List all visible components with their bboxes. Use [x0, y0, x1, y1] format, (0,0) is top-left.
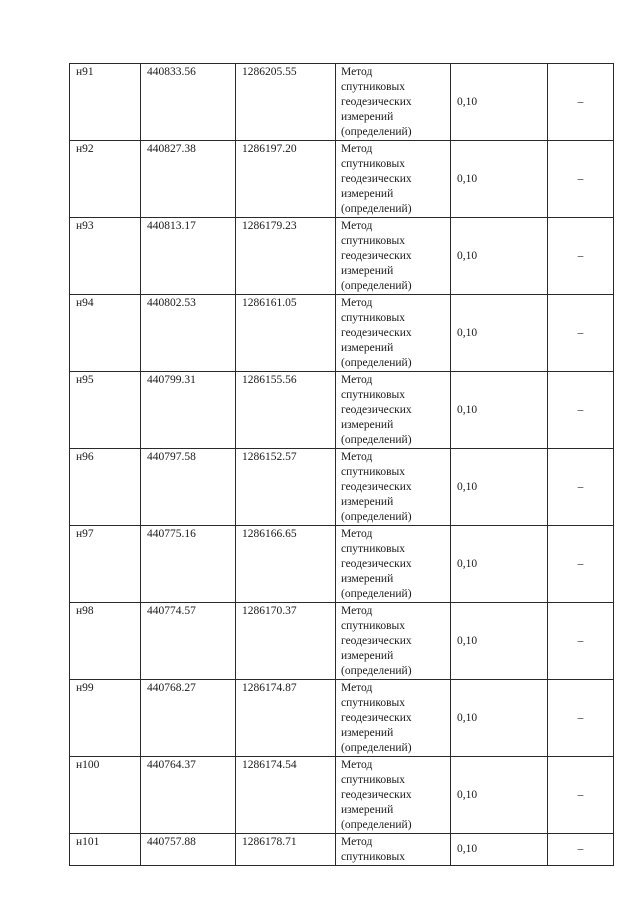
table-row [70, 603, 614, 680]
method-cell [336, 218, 451, 295]
method-text-line: геодезических [341, 712, 412, 724]
point-name: н101 [76, 836, 100, 848]
y-coordinate: 1286161.05 [242, 297, 297, 309]
dash-value: – [577, 843, 584, 855]
accuracy-value: 0,10 [457, 711, 478, 724]
accuracy-cell [451, 680, 548, 757]
y-coordinate: 1286205.55 [242, 66, 297, 78]
method-text-line: спутниковых [341, 543, 406, 555]
method-text-line: геодезических [341, 404, 412, 416]
point-name: н99 [76, 682, 94, 694]
method-text-line: (определений) [341, 126, 412, 138]
accuracy-cell [451, 757, 548, 834]
point-name-cell [70, 295, 141, 372]
accuracy-value: 0,10 [457, 95, 478, 108]
method-cell [336, 680, 451, 757]
accuracy-value: 0,10 [457, 172, 478, 185]
method-text-line: измерений [341, 573, 394, 585]
method-text-line: геодезических [341, 327, 412, 339]
accuracy-value: 0,10 [457, 403, 478, 416]
method-text-line: спутниковых [341, 389, 406, 401]
method-text-line: (определений) [341, 588, 412, 600]
table-row [70, 64, 614, 141]
method-text-line: (определений) [341, 203, 412, 215]
method-text-line: измерений [341, 804, 394, 816]
x-coordinate-cell [141, 141, 236, 218]
method-text-line: (определений) [341, 357, 412, 369]
method-cell [336, 449, 451, 526]
x-coordinate: 440799.31 [147, 374, 196, 386]
dash-value: – [577, 403, 584, 416]
y-coordinate-cell [236, 64, 336, 141]
method-cell [336, 603, 451, 680]
method-text-line: геодезических [341, 558, 412, 570]
y-coordinate-cell [236, 680, 336, 757]
method-text-line: Метод [341, 836, 373, 848]
accuracy-value: 0,10 [457, 634, 478, 647]
table-row [70, 834, 614, 866]
method-text-line: Метод [341, 759, 373, 771]
table-row [70, 141, 614, 218]
method-text-line: спутниковых [341, 774, 406, 786]
dash-value: – [577, 326, 584, 339]
dash-value: – [577, 249, 584, 262]
point-name-cell [70, 757, 141, 834]
y-coordinate: 1286174.54 [242, 759, 297, 771]
method-text-line: геодезических [341, 481, 412, 493]
method-text-line: (определений) [341, 511, 412, 523]
method-cell [336, 834, 451, 866]
method-text-line: спутниковых [341, 158, 406, 170]
description-cell [548, 372, 614, 449]
accuracy-cell [451, 449, 548, 526]
y-coordinate: 1286197.20 [242, 143, 297, 155]
method-text-line: Метод [341, 374, 373, 386]
point-name: н100 [76, 759, 100, 771]
accuracy-cell [451, 372, 548, 449]
method-text-line: измерений [341, 727, 394, 739]
point-name: н93 [76, 220, 94, 232]
accuracy-cell [451, 295, 548, 372]
x-coordinate: 440768.27 [147, 682, 196, 694]
dash-value: – [577, 480, 584, 493]
method-text-line: (определений) [341, 665, 412, 677]
x-coordinate: 440802.53 [147, 297, 196, 309]
method-text-line: измерений [341, 496, 394, 508]
point-name-cell [70, 218, 141, 295]
method-cell [336, 372, 451, 449]
point-name-cell [70, 603, 141, 680]
method-text-line: измерений [341, 111, 394, 123]
method-text-line: геодезических [341, 250, 412, 262]
method-text-line: измерений [341, 188, 394, 200]
method-text-line: (определений) [341, 280, 412, 292]
dash-value: – [577, 788, 584, 801]
x-coordinate-cell [141, 526, 236, 603]
table-row [70, 680, 614, 757]
method-text-line: Метод [341, 528, 373, 540]
y-coordinate: 1286152.57 [242, 451, 297, 463]
method-text-line: геодезических [341, 173, 412, 185]
method-text-line: геодезических [341, 96, 412, 108]
method-text-line: спутниковых [341, 81, 406, 93]
accuracy-value: 0,10 [457, 480, 478, 493]
point-name-cell [70, 372, 141, 449]
method-text-line: Метод [341, 297, 373, 309]
point-name: н92 [76, 143, 94, 155]
method-text-line: геодезических [341, 635, 412, 647]
x-coordinate-cell [141, 680, 236, 757]
description-cell [548, 449, 614, 526]
coordinates-table-body [70, 64, 614, 866]
description-cell [548, 757, 614, 834]
x-coordinate-cell [141, 295, 236, 372]
x-coordinate: 440775.16 [147, 528, 196, 540]
table-row [70, 449, 614, 526]
y-coordinate-cell [236, 218, 336, 295]
y-coordinate: 1286155.56 [242, 374, 297, 386]
accuracy-value: 0,10 [457, 326, 478, 339]
point-name-cell [70, 834, 141, 866]
method-cell [336, 526, 451, 603]
accuracy-value: 0,10 [457, 249, 478, 262]
accuracy-cell [451, 141, 548, 218]
dash-value: – [577, 95, 584, 108]
method-text-line: (определений) [341, 819, 412, 831]
y-coordinate: 1286179.23 [242, 220, 297, 232]
method-cell [336, 64, 451, 141]
y-coordinate-cell [236, 603, 336, 680]
accuracy-cell [451, 603, 548, 680]
method-text-line: спутниковых [341, 851, 406, 863]
method-text-line: Метод [341, 682, 373, 694]
coordinates-table [69, 63, 614, 866]
method-text-line: измерений [341, 265, 394, 277]
accuracy-value: 0,10 [457, 557, 478, 570]
description-cell [548, 295, 614, 372]
y-coordinate: 1286174.87 [242, 682, 297, 694]
y-coordinate: 1286170.37 [242, 605, 297, 617]
x-coordinate-cell [141, 757, 236, 834]
y-coordinate: 1286178.71 [242, 836, 297, 848]
x-coordinate-cell [141, 372, 236, 449]
dash-value: – [577, 634, 584, 647]
method-text-line: Метод [341, 66, 373, 78]
x-coordinate-cell [141, 449, 236, 526]
method-text-line: измерений [341, 419, 394, 431]
point-name: н96 [76, 451, 94, 463]
x-coordinate: 440813.17 [147, 220, 196, 232]
description-cell [548, 680, 614, 757]
point-name: н95 [76, 374, 94, 386]
method-cell [336, 295, 451, 372]
description-cell [548, 834, 614, 866]
point-name-cell [70, 526, 141, 603]
method-text-line: Метод [341, 605, 373, 617]
table-row [70, 372, 614, 449]
y-coordinate-cell [236, 526, 336, 603]
x-coordinate: 440774.57 [147, 605, 196, 617]
accuracy-cell [451, 218, 548, 295]
x-coordinate: 440833.56 [147, 66, 196, 78]
table-row [70, 757, 614, 834]
accuracy-cell [451, 526, 548, 603]
x-coordinate: 440757.88 [147, 836, 196, 848]
method-text-line: (определений) [341, 742, 412, 754]
accuracy-cell [451, 834, 548, 866]
dash-value: – [577, 172, 584, 185]
point-name-cell [70, 449, 141, 526]
method-text-line: Метод [341, 451, 373, 463]
method-text-line: геодезических [341, 789, 412, 801]
method-text-line: (определений) [341, 434, 412, 446]
x-coordinate-cell [141, 834, 236, 866]
x-coordinate-cell [141, 64, 236, 141]
accuracy-cell [451, 64, 548, 141]
point-name-cell [70, 680, 141, 757]
table-row [70, 295, 614, 372]
table-row [70, 218, 614, 295]
point-name: н94 [76, 297, 94, 309]
description-cell [548, 64, 614, 141]
table-row [70, 526, 614, 603]
method-text-line: Метод [341, 220, 373, 232]
point-name: н98 [76, 605, 94, 617]
x-coordinate: 440764.37 [147, 759, 196, 771]
method-text-line: измерений [341, 342, 394, 354]
method-cell [336, 757, 451, 834]
method-text-line: Метод [341, 143, 373, 155]
point-name: н97 [76, 528, 94, 540]
y-coordinate-cell [236, 295, 336, 372]
y-coordinate-cell [236, 141, 336, 218]
method-cell [336, 141, 451, 218]
y-coordinate: 1286166.65 [242, 528, 297, 540]
description-cell [548, 218, 614, 295]
method-text-line: спутниковых [341, 466, 406, 478]
point-name-cell [70, 64, 141, 141]
description-cell [548, 141, 614, 218]
y-coordinate-cell [236, 449, 336, 526]
description-cell [548, 526, 614, 603]
description-cell [548, 603, 614, 680]
y-coordinate-cell [236, 372, 336, 449]
y-coordinate-cell [236, 834, 336, 866]
dash-value: – [577, 557, 584, 570]
dash-value: – [577, 711, 584, 724]
accuracy-value: 0,10 [457, 788, 478, 801]
x-coordinate-cell [141, 218, 236, 295]
y-coordinate-cell [236, 757, 336, 834]
x-coordinate: 440827.38 [147, 143, 196, 155]
method-text-line: спутниковых [341, 620, 406, 632]
accuracy-value: 0,10 [457, 843, 478, 855]
point-name: н91 [76, 66, 94, 78]
method-text-line: спутниковых [341, 312, 406, 324]
method-text-line: спутниковых [341, 697, 406, 709]
x-coordinate: 440797.58 [147, 451, 196, 463]
x-coordinate-cell [141, 603, 236, 680]
method-text-line: измерений [341, 650, 394, 662]
method-text-line: спутниковых [341, 235, 406, 247]
point-name-cell [70, 141, 141, 218]
